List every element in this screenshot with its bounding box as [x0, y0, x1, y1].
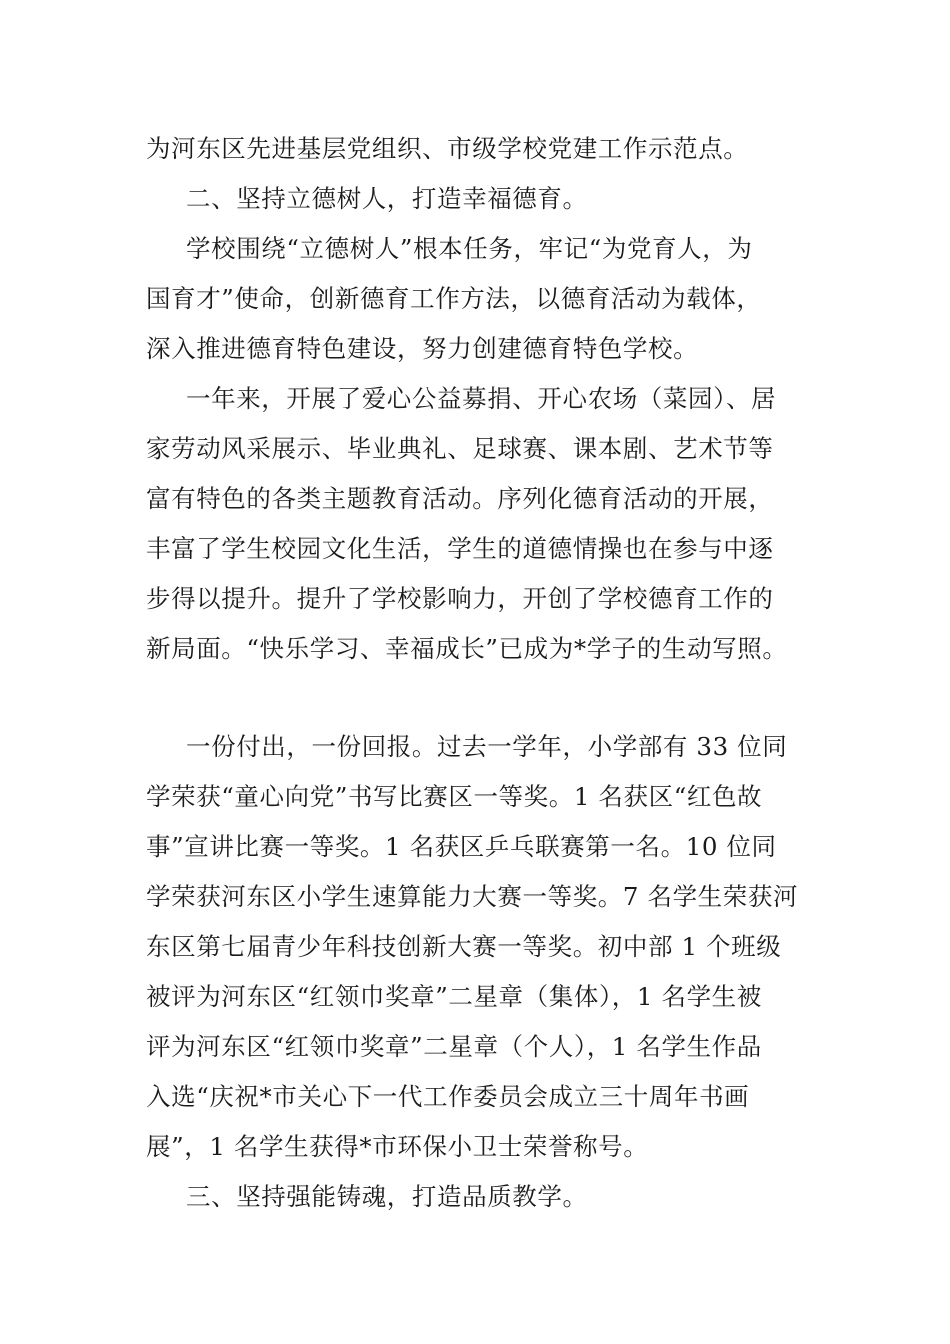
text-line-15: 学荣获河东区小学生速算能力大赛一等奖。7 名学生荣获河	[146, 882, 799, 911]
text-line-11: 新局面。“快乐学习、幸福成长”已成为*学子的生动写照。	[146, 634, 788, 663]
text-line-19: 入选“庆祝*市关心下一代工作委员会成立三十周年书画	[146, 1082, 750, 1111]
text-line-12: 一份付出，一份回报。过去一学年，小学部有 33 位同	[186, 732, 788, 761]
text-line-3: 学校围绕“立德树人”根本任务，牢记“为党育人，为	[186, 234, 753, 263]
text-line-4: 国育才”使命，创新德育工作方法，以德育活动为载体，	[146, 284, 762, 313]
text-line-5: 深入推进德育特色建设，努力创建德育特色学校。	[146, 334, 699, 363]
text-line-6: 一年来，开展了爱心公益募捐、开心农场（菜园）、居	[186, 384, 777, 413]
text-line-8: 富有特色的各类主题教育活动。序列化德育活动的开展，	[146, 484, 774, 513]
text-line-7: 家劳动风采展示、毕业典礼、足球赛、课本剧、艺术节等	[146, 434, 774, 463]
text-line-17: 被评为河东区“红领巾奖章”二星章（集体），1 名学生被	[146, 982, 762, 1011]
text-line-20: 展”，1 名学生获得*市环保小卫士荣誉称号。	[146, 1132, 649, 1161]
section-heading-3: 三、坚持强能铸魂，打造品质教学。	[186, 1182, 588, 1211]
text-line-13: 学荣获“童心向党”书写比赛区一等奖。1 名获区“红色故	[146, 782, 763, 811]
text-line-10: 步得以提升。提升了学校影响力，开创了学校德育工作的	[146, 584, 774, 613]
text-line-14: 事”宣讲比赛一等奖。1 名获区乒乓联赛第一名。10 位同	[146, 832, 777, 861]
text-line-1: 为河东区先进基层党组织、市级学校党建工作示范点。	[146, 134, 749, 163]
text-line-9: 丰富了学生校园文化生活，学生的道德情操也在参与中逐	[146, 534, 774, 563]
text-line-18: 评为河东区“红领巾奖章”二星章（个人），1 名学生作品	[146, 1032, 762, 1061]
section-heading-2: 二、坚持立德树人，打造幸福德育。	[186, 184, 588, 213]
text-line-16: 东区第七届青少年科技创新大赛一等奖。初中部 1 个班级	[146, 932, 782, 961]
